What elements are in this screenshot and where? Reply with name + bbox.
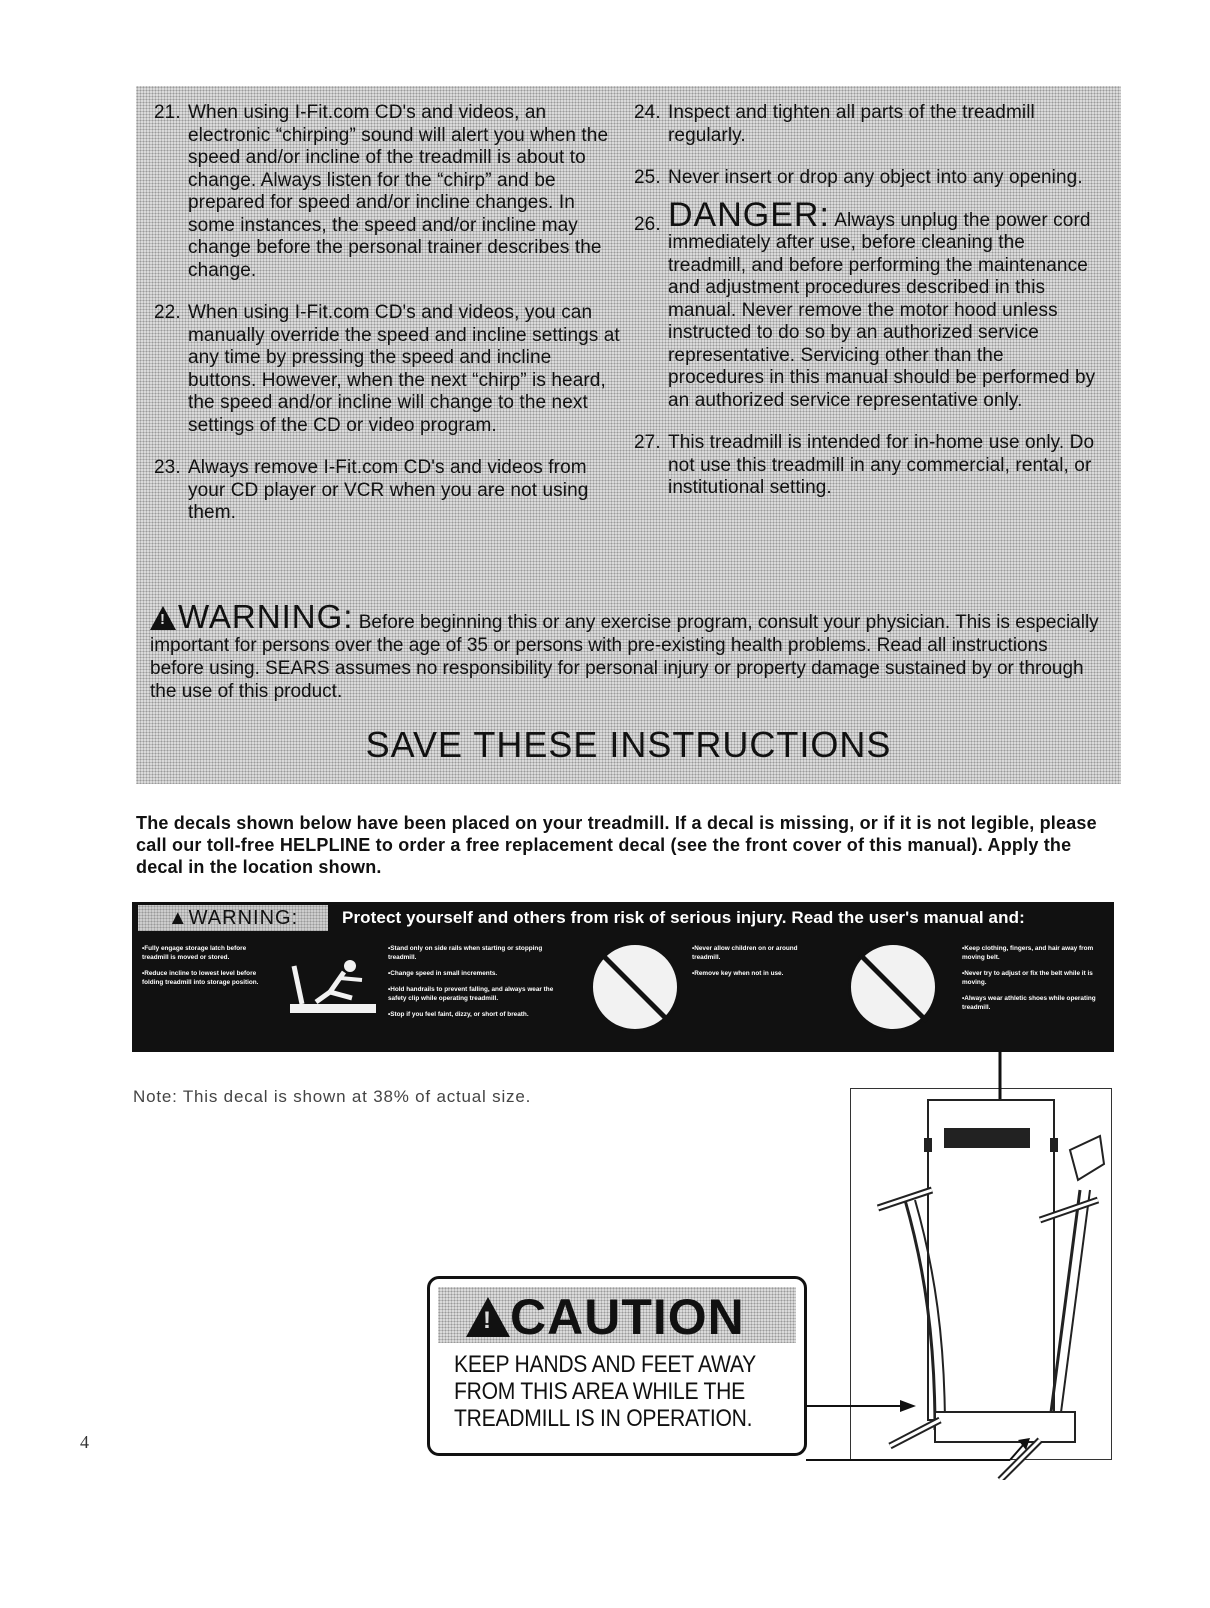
no-children-icon (590, 942, 680, 1032)
item-text: When using I-Fit.com CD's and videos, you can manually override the speed and incline settings at any time by pressing the speed and incline buttons. However, when the next “chirp” is heard, the speed and/or incline will change to the next settings of the CD or video program. (188, 302, 620, 436)
safety-instructions-box (136, 86, 1121, 784)
warning-heading: WARNING: (178, 598, 354, 635)
decal-header (132, 902, 1114, 935)
caution-line: KEEP HANDS AND FEET AWAY (454, 1351, 756, 1378)
decal-bullet: • Always wear athletic shoes while operating treadmill. (962, 994, 1102, 1012)
safety-column-left (154, 102, 622, 545)
safety-item-23 (154, 457, 622, 525)
item-text: Always unplug the power cord immediately after use, before cleaning the treadmill, and before performing the maintenance and adjustment procedures described in this manual. Never remove the motor hood unless instructed to do so by an authorized service representative. Servicing other than the procedures in this manual should be performed by an authorized service representative only. (668, 209, 1096, 411)
item-number: 25. (634, 167, 661, 188)
decal-bullet: • Change speed in small increments. (388, 969, 558, 978)
item-text: Always remove I-Fit.com CD's and videos from your CD player or VCR when you are not using them. (188, 457, 589, 523)
decal-intro-paragraph: The decals shown below have been placed on your treadmill. If a decal is missing, or if it is not legible, please call our toll-free HELPLINE to order a free replacement decal (see the front cover of this manual). Apply the decal in the location shown. (136, 813, 1097, 877)
item-text: This treadmill is intended for in-home use only. Do not use this treadmill in any commercial, rental, or institutional setting. (668, 432, 1095, 498)
item-text: When using I-Fit.com CD's and videos, an electronic “chirping” sound will alert you when the speed and/or incline of the treadmill is about to change. Always listen for the “chirp” and be prepared for speed and/or incline changes. In some instances, the speed and/or incline may change before the personal trainer describes the change. (188, 102, 609, 281)
caution-heading: CAUTION (510, 1289, 745, 1345)
decal-column-1 (142, 944, 270, 994)
save-instructions-title: SAVE THESE INSTRUCTIONS (365, 724, 892, 765)
item-number: 27. (634, 432, 661, 453)
safety-item-24 (634, 102, 1104, 147)
decal-bullet: • Remove key when not in use. (692, 969, 822, 978)
safety-item-21 (154, 102, 622, 282)
decal-column-4 (962, 944, 1102, 1019)
caution-line: TREADMILL IS IN OPERATION. (454, 1405, 753, 1432)
decal-bullet: • Never allow children on or around treadmill. (692, 944, 822, 962)
item-number: 21. (154, 102, 181, 123)
caution-triangle-icon: ! (466, 1297, 510, 1337)
item-number: 24. (634, 102, 661, 123)
safety-item-25 (634, 167, 1104, 190)
decal-warning-label: ▲WARNING: (138, 905, 328, 931)
decal-bullet: • Hold handrails to prevent falling, and always wear the safety clip while operating treadmill. (388, 985, 558, 1003)
treadmill-fall-icon (282, 952, 392, 1032)
decal-bullet: • Reduce incline to lowest level before folding treadmill into storage position. (142, 969, 270, 987)
caution-label (427, 1276, 807, 1456)
safety-item-27 (634, 432, 1104, 500)
item-number: 26. (634, 213, 661, 235)
decal-headline: Protect yourself and others from risk of serious injury. Read the user's manual and: (342, 908, 1025, 927)
danger-heading: DANGER: (668, 195, 830, 234)
warning-text: Before beginning this or any exercise program, consult your physician. This is especially important for persons over the age of 35 or persons with pre-existing health problems. Read all instructions before using. SEARS assumes no responsibility for personal injury or property damage sustained by or through the use of this product. (150, 612, 1099, 702)
decal-bullet: • Fully engage storage latch before treadmill is moved or stored. (142, 944, 270, 962)
decal-bullet: • Keep clothing, fingers, and hair away from moving belt. (962, 944, 1102, 962)
item-text: Inspect and tighten all parts of the treadmill regularly. (668, 102, 1035, 146)
no-hands-near-belt-icon (848, 942, 938, 1032)
safety-item-26 (634, 195, 1104, 413)
caution-text (454, 1351, 756, 1432)
page-number: 4 (80, 1432, 89, 1452)
item-text: Never insert or drop any object into any opening. (668, 167, 1083, 188)
decal-column-2 (388, 944, 558, 1026)
decal-bullet: • Stop if you feel faint, dizzy, or short of breath. (388, 1010, 558, 1019)
safety-item-22 (154, 302, 622, 437)
decal-column-3 (692, 944, 822, 985)
caution-header (438, 1287, 796, 1343)
decal-size-note: Note: This decal is shown at 38% of actual size. (133, 1087, 532, 1106)
general-warning (150, 598, 1105, 703)
caution-line: FROM THIS AREA WHILE THE (454, 1378, 745, 1405)
warning-decal (132, 902, 1114, 1052)
decal-bullet: • Stand only on side rails when starting or stopping treadmill. (388, 944, 558, 962)
warning-triangle-icon (150, 606, 176, 630)
item-number: 22. (154, 302, 181, 323)
decal-bullet: • Never try to adjust or fix the belt while it is moving. (962, 969, 1102, 987)
safety-column-right (634, 102, 1104, 520)
item-number: 23. (154, 457, 181, 478)
